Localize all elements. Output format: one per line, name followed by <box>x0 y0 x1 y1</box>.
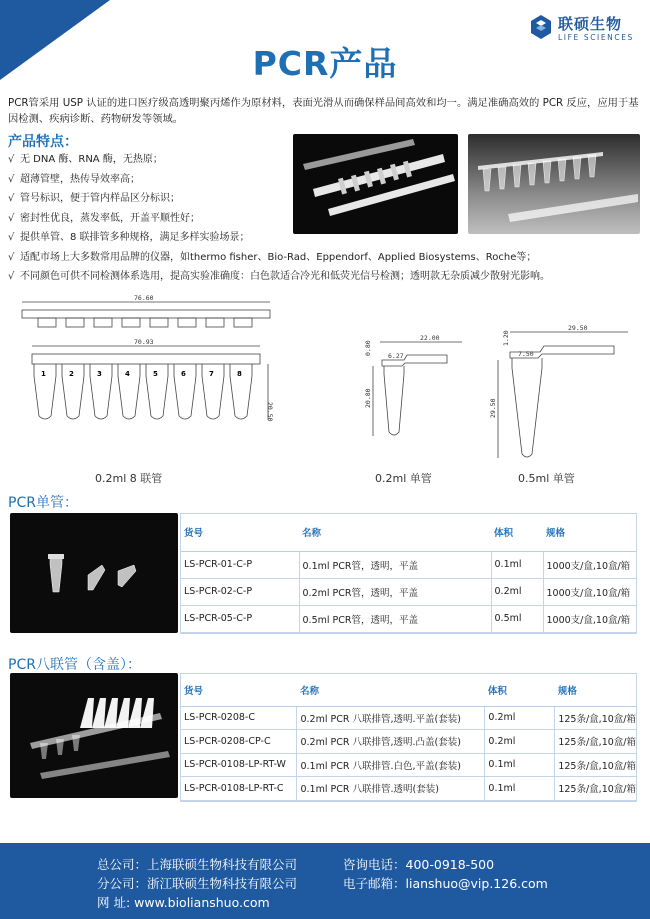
logo-name-cn: 联硕生物 <box>558 15 623 33</box>
footer-hq: 总公司：上海联硕生物科技有限公司 <box>97 857 298 872</box>
single-section-heading: PCR单管： <box>8 495 78 511</box>
tube-number: 3 <box>97 370 102 378</box>
dim-05-height: 29.50 <box>489 398 497 418</box>
feature-item: √ 超薄管壁，热传导效率高； <box>8 170 648 190</box>
col-header-volume: 体积 <box>491 514 543 551</box>
check-icon: √ <box>8 173 15 185</box>
col-header-name: 名称 <box>299 514 491 551</box>
dim-strip-body: 70.93 <box>134 338 154 346</box>
tube-number: 6 <box>181 370 186 378</box>
tube-number: 2 <box>69 370 74 378</box>
check-icon: √ <box>8 154 15 165</box>
table-row: LS-PCR-0108-LP-RT-C 0.1ml PCR 八联排管.透明(套装) 0.1ml 125条/盒,10盒/箱 <box>181 777 636 801</box>
logo-name-en: LIFE SCIENCES <box>558 33 634 42</box>
strip-section-heading: PCR八联管（含盖）： <box>8 657 141 673</box>
strip-cap-row <box>38 318 252 327</box>
dim-strip-height: 20.50 <box>266 402 274 422</box>
col-header-volume: 体积 <box>485 674 555 706</box>
table-row: LS-PCR-0108-LP-RT-W 0.1ml PCR 八联排管.白色,平盖(套装) 0.1ml 125条/盒,10盒/箱 <box>181 753 636 777</box>
tube-number: 1 <box>41 370 46 378</box>
caption-strip: 0.2ml 8 联管 <box>95 472 163 485</box>
feature-item: √ 密封性优良，蒸发率低，开盖平顺性好； <box>8 209 648 229</box>
product-photo-clear-strips <box>468 134 640 234</box>
tube-number: 4 <box>125 370 130 378</box>
feature-item: √ 适配市场上大多数常用品牌的仪器，如thermo fisher、Bio-Rad、Eppendorf、Applied Biosystems、Roche等； <box>8 248 648 268</box>
table-row: LS-PCR-02-C-P 0.2ml PCR管，透明，平盖 0.2ml 1000支/盒,10盒/箱 <box>181 578 636 605</box>
features-heading: 产品特点： <box>8 134 78 150</box>
caption-02: 0.2ml 单管 <box>375 472 432 485</box>
dim-02-height: 20.80 <box>364 388 372 408</box>
tube-number: 7 <box>209 370 214 378</box>
page-title: PCR产品 <box>252 44 398 83</box>
feature-item: √ 不同颜色可供不同检测体系选用，提高实验准确度：白色款适合冷光和低荧光信号检测；透明款无杂质减少散射光影响。 <box>8 267 648 287</box>
col-header-spec: 规格 <box>543 514 636 551</box>
check-icon: √ <box>8 193 15 204</box>
dim-05-dia: 7.50 <box>518 350 534 358</box>
table-row: LS-PCR-05-C-P 0.5ml PCR管，透明，平盖 0.5ml 1000支/盒,10盒/箱 <box>181 605 636 632</box>
strip-tube-table <box>180 673 637 802</box>
dim-02-dia: 6.27 <box>388 352 404 360</box>
check-icon: √ <box>8 271 15 282</box>
col-header-name: 名称 <box>297 674 485 706</box>
logo-mark-icon <box>530 14 552 40</box>
footer-email[interactable]: 电子邮箱：lianshuo@vip.126.com <box>343 876 548 891</box>
table-row: LS-PCR-0208-CP-C 0.2ml PCR 八联排管,透明.凸盖(套装) 0.2ml 125条/盒,10盒/箱 <box>181 730 636 754</box>
product-photo-white-strips <box>293 134 458 234</box>
check-icon: √ <box>8 251 15 263</box>
check-icon: √ <box>8 232 15 243</box>
feature-item: √ 无 DNA 酶、RNA 酶，无热原； <box>8 150 648 170</box>
footer <box>0 843 650 919</box>
table-row: LS-PCR-01-C-P 0.1ml PCR管，透明，平盖 0.1ml 1000支/盒,10盒/箱 <box>181 551 636 578</box>
intro-paragraph: PCR管采用 USP 认证的进口医疗级高透明聚丙烯作为原材料，表面光滑从而确保样品间高效和均一。满足准确高效的 PCR 反应，应用于基因检测、疾病诊断、药物研发等领域。 <box>8 97 639 125</box>
caption-05: 0.5ml 单管 <box>518 472 575 485</box>
footer-website[interactable]: 网 址: www.biolianshuo.com <box>97 895 270 910</box>
technical-drawings <box>10 290 640 490</box>
dim-02-cap: 0.80 <box>364 340 372 356</box>
footer-phone: 咨询电话：400-0918-500 <box>343 857 495 872</box>
footer-branch: 分公司：浙江联硕生物科技有限公司 <box>97 876 298 891</box>
col-header-spec: 规格 <box>555 674 636 706</box>
feature-item: √ 提供单管、8 联排管多种规格，满足多样实验场景； <box>8 228 648 248</box>
tube-number: 5 <box>153 370 158 378</box>
feature-item: √ 管号标识，便于管内样品区分标识； <box>8 189 648 209</box>
dim-strip-total: 76.60 <box>134 294 154 302</box>
dim-02-width: 22.00 <box>420 334 440 342</box>
col-header-sku: 货号 <box>181 514 299 551</box>
check-icon: √ <box>8 212 15 224</box>
dim-05-width: 29.50 <box>568 324 588 332</box>
dim-05-cap: 1.20 <box>502 330 510 346</box>
eight-strip-photo <box>10 673 178 798</box>
table-row: LS-PCR-0208-C 0.2ml PCR 八联排管,透明.平盖(套装) 0.2ml 125条/盒,10盒/箱 <box>181 706 636 730</box>
tube-number: 8 <box>237 370 242 378</box>
col-header-sku: 货号 <box>181 674 297 706</box>
single-tube-photo <box>10 513 178 633</box>
single-tube-table <box>180 513 637 634</box>
